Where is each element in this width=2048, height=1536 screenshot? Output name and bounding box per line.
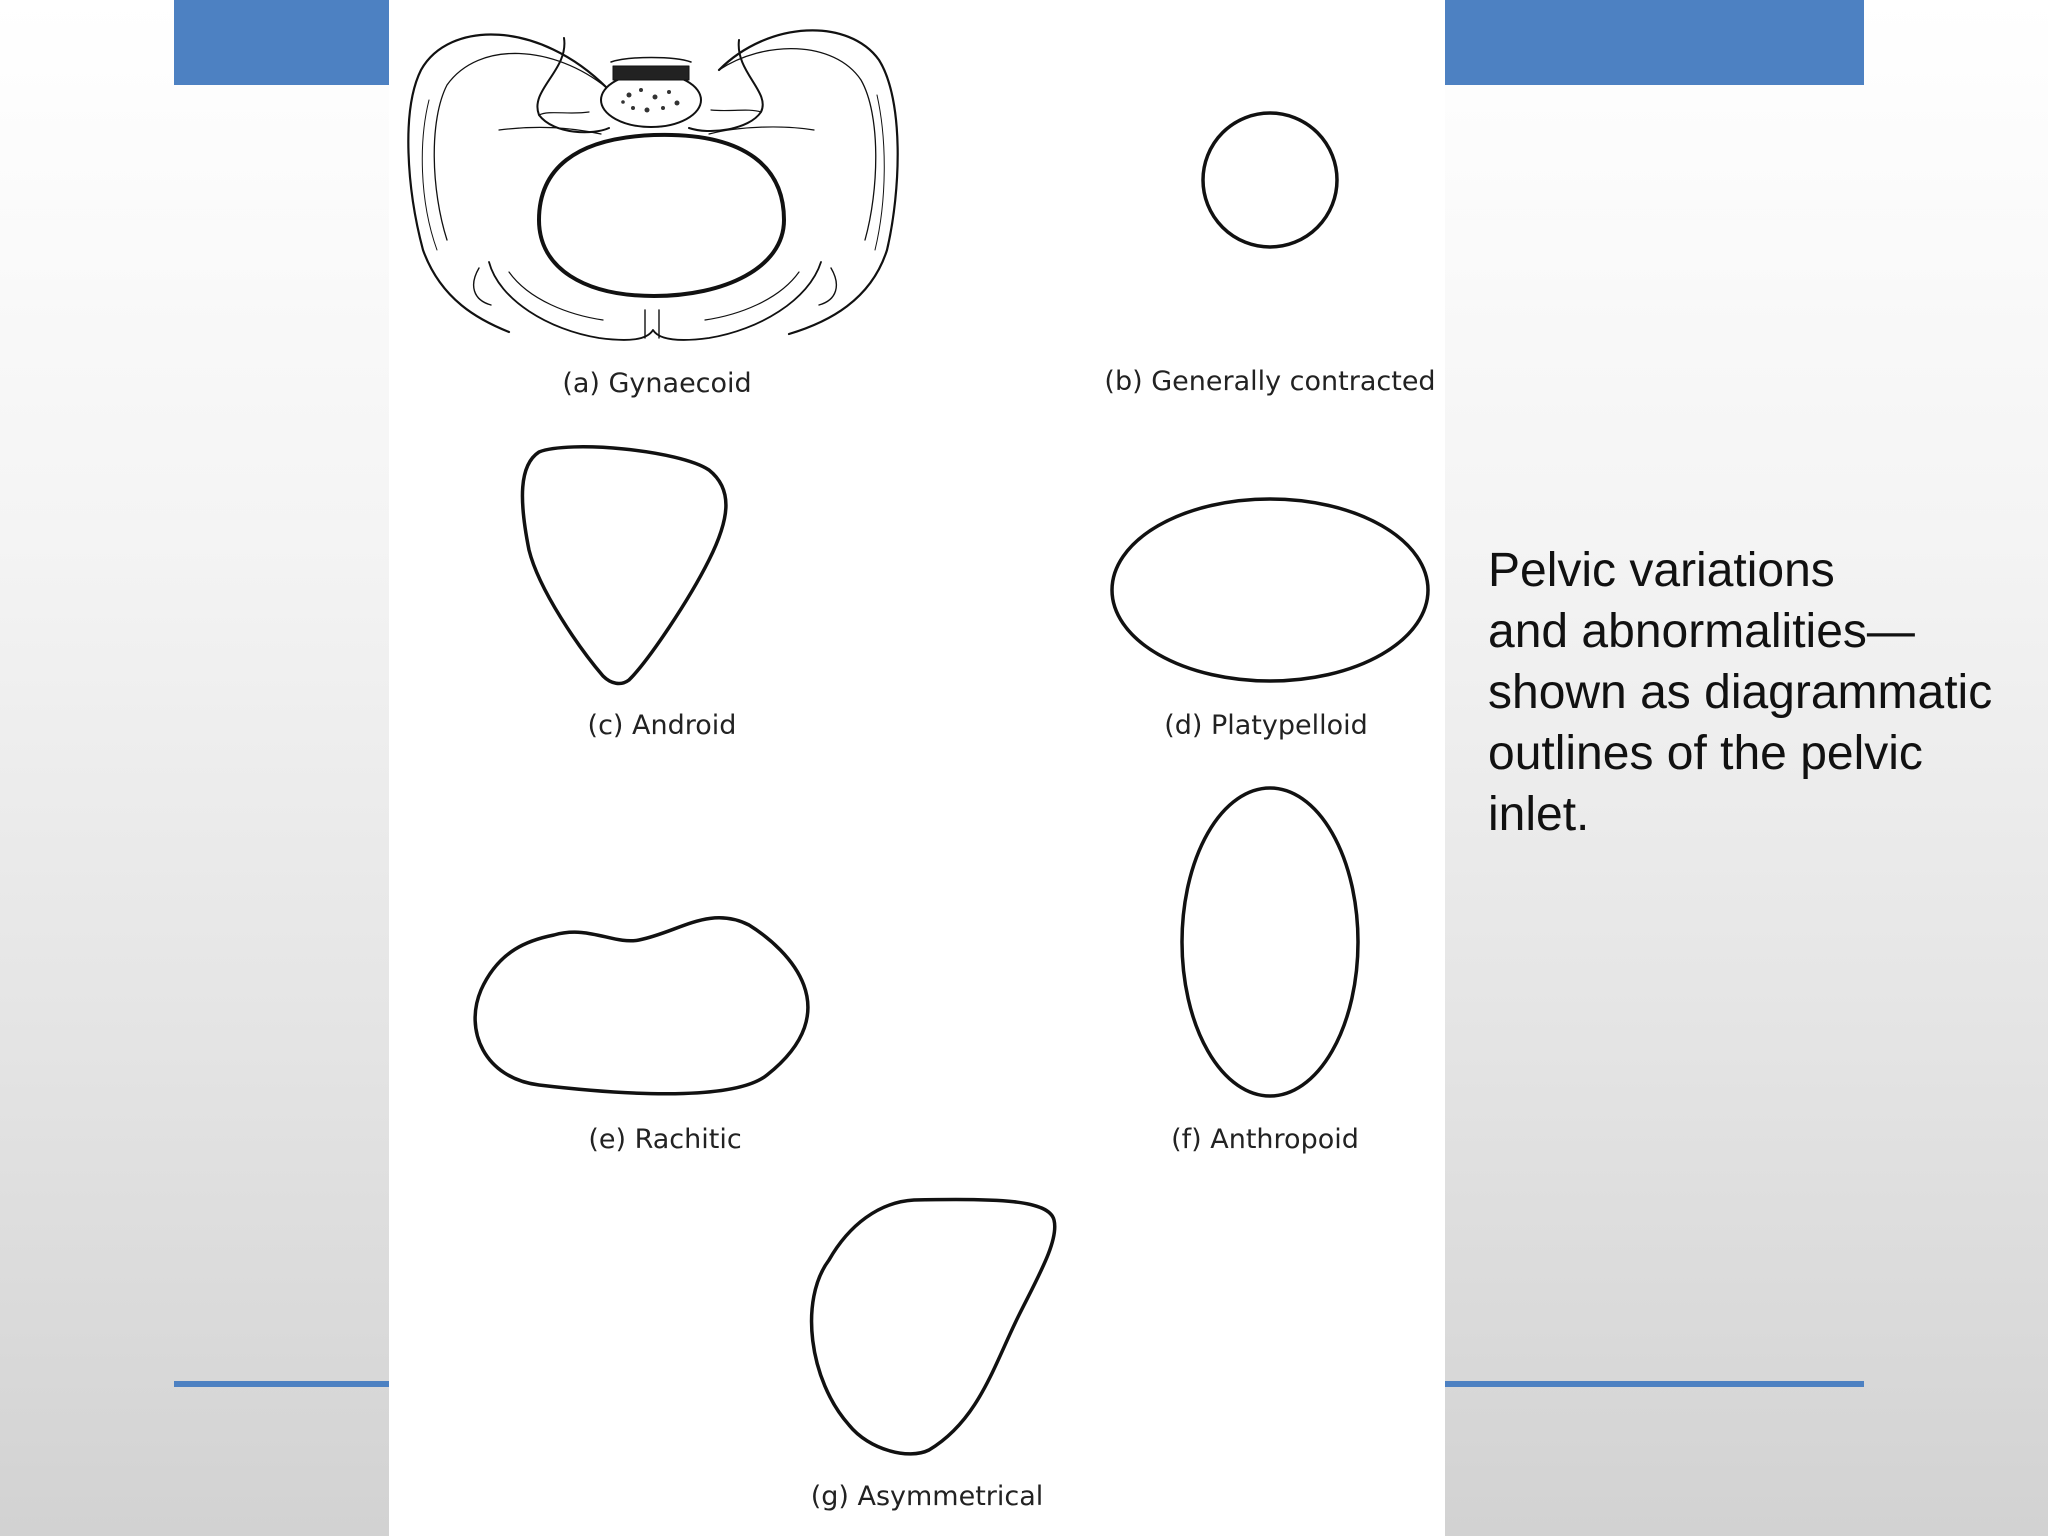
pelvic-inlet-figure bbox=[389, 0, 1445, 1536]
android-outline bbox=[522, 447, 725, 684]
pelvic-outlines-svg bbox=[389, 0, 1445, 1536]
caption-line: Pelvic variations bbox=[1488, 544, 1835, 597]
label-generally-contracted: (b) Generally contracted bbox=[1104, 366, 1436, 397]
asymmetrical-outline bbox=[812, 1199, 1055, 1453]
label-gynaecoid: (a) Gynaecoid bbox=[562, 368, 752, 399]
gynaecoid-inlet bbox=[539, 135, 784, 296]
caption-line: shown as diagrammatic bbox=[1488, 666, 1993, 719]
caption-line: outlines of the pelvic bbox=[1488, 727, 1923, 780]
label-android: (c) Android bbox=[587, 710, 737, 741]
slide-caption bbox=[1488, 540, 2043, 845]
left-iliac-wing bbox=[408, 34, 607, 332]
right-iliac-wing bbox=[719, 30, 898, 334]
caption-line: and abnormalities— bbox=[1488, 605, 1915, 658]
caption-line: inlet. bbox=[1488, 788, 1590, 841]
pubic-rami bbox=[489, 262, 821, 340]
label-asymmetrical: (g) Asymmetrical bbox=[810, 1481, 1044, 1512]
label-anthropoid: (f) Anthropoid bbox=[1171, 1124, 1359, 1155]
generally-contracted-outline bbox=[1203, 113, 1337, 247]
label-rachitic: (e) Rachitic bbox=[588, 1124, 742, 1155]
gynaecoid-pelvis-drawing bbox=[408, 30, 897, 340]
label-platypelloid: (d) Platypelloid bbox=[1164, 710, 1368, 741]
anthropoid-outline bbox=[1182, 788, 1358, 1096]
platypelloid-outline bbox=[1112, 499, 1428, 681]
vertebra-body bbox=[601, 73, 701, 127]
rachitic-outline bbox=[475, 918, 808, 1094]
